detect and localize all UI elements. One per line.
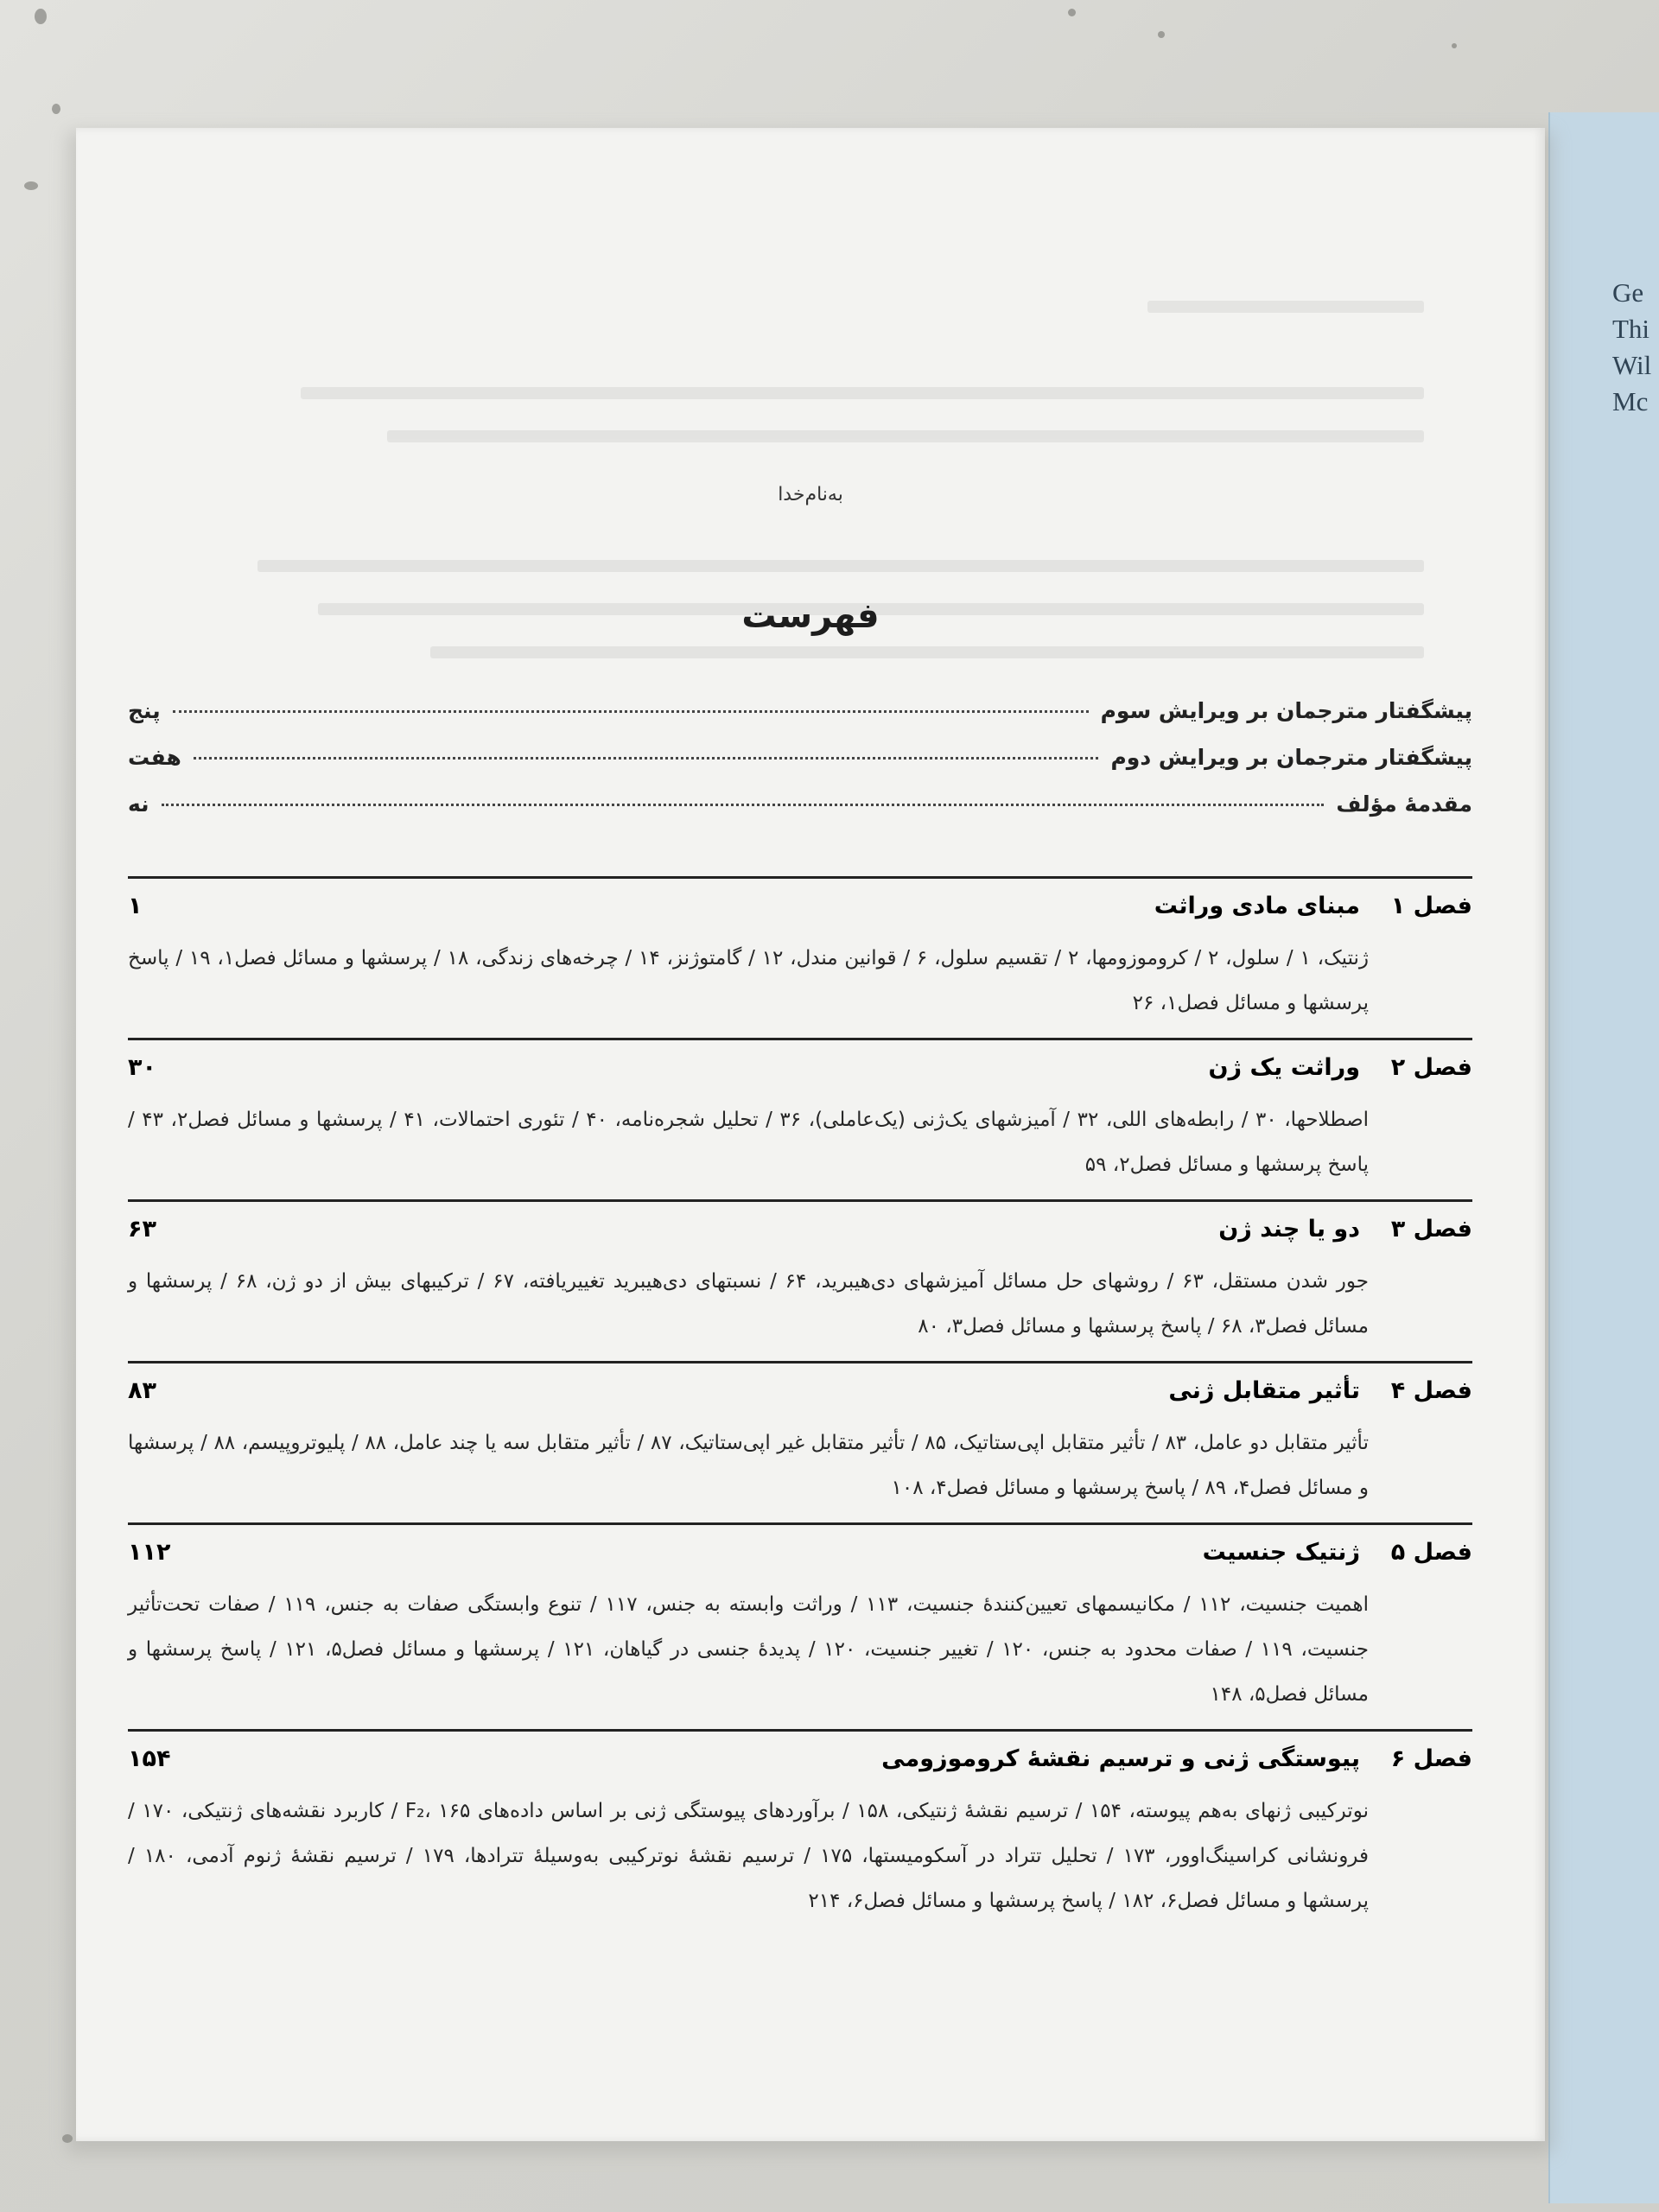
toc-entry[interactable]	[128, 791, 1472, 838]
table-speck	[35, 9, 47, 24]
chapter-sections: اصطلاحها، ۳۰ / رابطه‌های اللی، ۳۲ / آمیزشهای یک‌ژنی (یک‌عاملی)، ۳۶ / تحلیل شجره‌نامه، ۴۰ / تئوری احتمالات، ۴۱ / پرسشها و مسائل فصل۲، ۴۳ / پاسخ پرسشها و مسائل فصل۲، ۵۹	[128, 1109, 1370, 1176]
chapter-page: ۱	[128, 893, 143, 919]
chapter-entry[interactable]	[128, 1361, 1472, 1522]
front-matter-list	[128, 698, 1472, 838]
chapter-entry[interactable]	[128, 1729, 1472, 1936]
chapter-title: ژنتیک جنسیت	[1202, 1539, 1360, 1566]
chapter-entry[interactable]	[128, 1199, 1472, 1361]
chapter-label: فصل ۲	[1390, 1054, 1472, 1081]
table-speck	[1452, 43, 1457, 48]
dot-leader	[162, 804, 1325, 806]
chapter-sections: ژنتیک، ۱ / سلول، ۲ / کروموزومها، ۲ / تقسیم سلول، ۶ / قوانین مندل، ۱۲ / گامتوژنز، ۱۴ / چرخه‌های زندگی، ۱۸ / پرسشها و مسائل فصل۱، ۱۹ / پاسخ پرسشها و مسائل فصل۱، ۲۶	[128, 947, 1370, 1014]
chapter-title: وراثت یک ژن	[1208, 1054, 1360, 1081]
toc-entry-page: هفت	[128, 745, 181, 770]
adjacent-book-line: Wil	[1612, 350, 1652, 380]
toc-entry-title: پیشگفتار مترجمان بر ویرایش دوم	[1110, 745, 1472, 770]
adjacent-book-line: Thi	[1612, 314, 1650, 344]
page-title: فهرست	[741, 596, 880, 636]
chapter-label: فصل ۱	[1390, 893, 1472, 919]
toc-entry-page: پنج	[128, 698, 161, 723]
dot-leader	[173, 710, 1089, 713]
table-speck	[52, 104, 60, 114]
chapter-title: پیوستگی ژنی و ترسیم نقشهٔ کروموزومی	[881, 1745, 1360, 1772]
chapter-label: فصل ۴	[1390, 1377, 1472, 1404]
chapter-page: ۱۵۴	[128, 1745, 171, 1772]
adjacent-book-line: Ge	[1612, 277, 1644, 308]
adjacent-book-text	[1612, 275, 1651, 420]
dot-leader	[194, 757, 1099, 760]
toc-entry[interactable]	[128, 698, 1472, 745]
chapter-title: مبنای مادی وراثت	[1154, 893, 1360, 919]
chapter-entry[interactable]	[128, 1038, 1472, 1199]
chapter-list	[128, 876, 1472, 1936]
adjacent-book-cover	[1548, 112, 1659, 2203]
chapter-label: فصل ۳	[1390, 1216, 1472, 1243]
toc-entry[interactable]	[128, 745, 1472, 791]
table-speck	[1068, 9, 1076, 16]
toc-entry-title: پیشگفتار مترجمان بر ویرایش سوم	[1100, 698, 1472, 723]
chapter-page: ۸۳	[128, 1377, 156, 1404]
table-speck	[24, 181, 38, 190]
chapter-sections: نوترکیبی ژنهای به‌هم پیوسته، ۱۵۴ / ترسیم نقشهٔ ژنتیکی، ۱۵۸ / برآوردهای پیوستگی ژنی بر اساس داده‌های F₂، ۱۶۵ / کاربرد نقشه‌های ژنتیکی، ۱۷۰ / فرونشانی کراسینگ‌اوور، ۱۷۳ / تحلیل تتراد در آسکومیستها، ۱۷۵ / ترسیم نقشهٔ نوترکیبی به‌وسیلهٔ تترادها، ۱۷۹ / ترسیم نقشهٔ ژنوم آدمی، ۱۸۰ / پرسشها و مسائل فصل۶، ۱۸۲ / پاسخ پرسشها و مسائل فصل۶، ۲۱۴	[128, 1800, 1369, 1912]
blessing-text: به‌نام‌خدا	[778, 484, 843, 505]
chapter-page: ۱۱۲	[128, 1539, 171, 1566]
table-speck	[1158, 31, 1165, 38]
chapter-sections: اهمیت جنسیت، ۱۱۲ / مکانیسمهای تعیین‌کنندهٔ جنسیت، ۱۱۳ / وراثت وابسته به جنس، ۱۱۷ / تنوع وابستگی صفات به جنس، ۱۱۹ / صفات تحت‌تأثیر جنسیت، ۱۱۹ / صفات محدود به جنس، ۱۲۰ / تغییر جنسیت، ۱۲۰ / پدیدهٔ جنسی در گیاهان، ۱۲۱ / پرسشها و مسائل فصل۵، ۱۲۱ / پاسخ پرسشها و مسائل فصل۵، ۱۴۸	[128, 1593, 1370, 1706]
chapter-entry[interactable]	[128, 1522, 1472, 1729]
chapter-sections: تأثیر متقابل دو عامل، ۸۳ / تأثیر متقابل اپی‌ستاتیک، ۸۵ / تأثیر متقابل غیر اپی‌ستاتیک، ۸۷ / تأثیر متقابل سه یا چند عامل، ۸۸ / پلیوتروپیسم، ۸۸ / پرسشها و مسائل فصل۴، ۸۹ / پاسخ پرسشها و مسائل فصل۴، ۱۰۸	[128, 1432, 1369, 1499]
chapter-label: فصل ۶	[1390, 1745, 1472, 1772]
chapter-sections: جور شدن مستقل، ۶۳ / روشهای حل مسائل آمیزشهای دی‌هیبرید، ۶۴ / نسبتهای دی‌هیبرید تغییریافته، ۶۷ / ترکیبهای بیش از دو ژن، ۶۸ / پرسشها و مسائل فصل۳، ۶۸ / پاسخ پرسشها و مسائل فصل۳، ۸۰	[128, 1270, 1369, 1338]
chapter-title: دو یا چند ژن	[1218, 1216, 1360, 1243]
chapter-title: تأثیر متقابل ژنی	[1168, 1377, 1360, 1404]
chapter-page: ۳۰	[128, 1054, 156, 1081]
toc-entry-title: مقدمهٔ مؤلف	[1336, 791, 1472, 817]
chapter-page: ۶۳	[128, 1216, 156, 1243]
chapter-entry[interactable]	[128, 876, 1472, 1038]
chapter-label: فصل ۵	[1390, 1539, 1472, 1566]
adjacent-book-line: Mc	[1612, 386, 1649, 416]
toc-entry-page: نه	[128, 791, 149, 817]
